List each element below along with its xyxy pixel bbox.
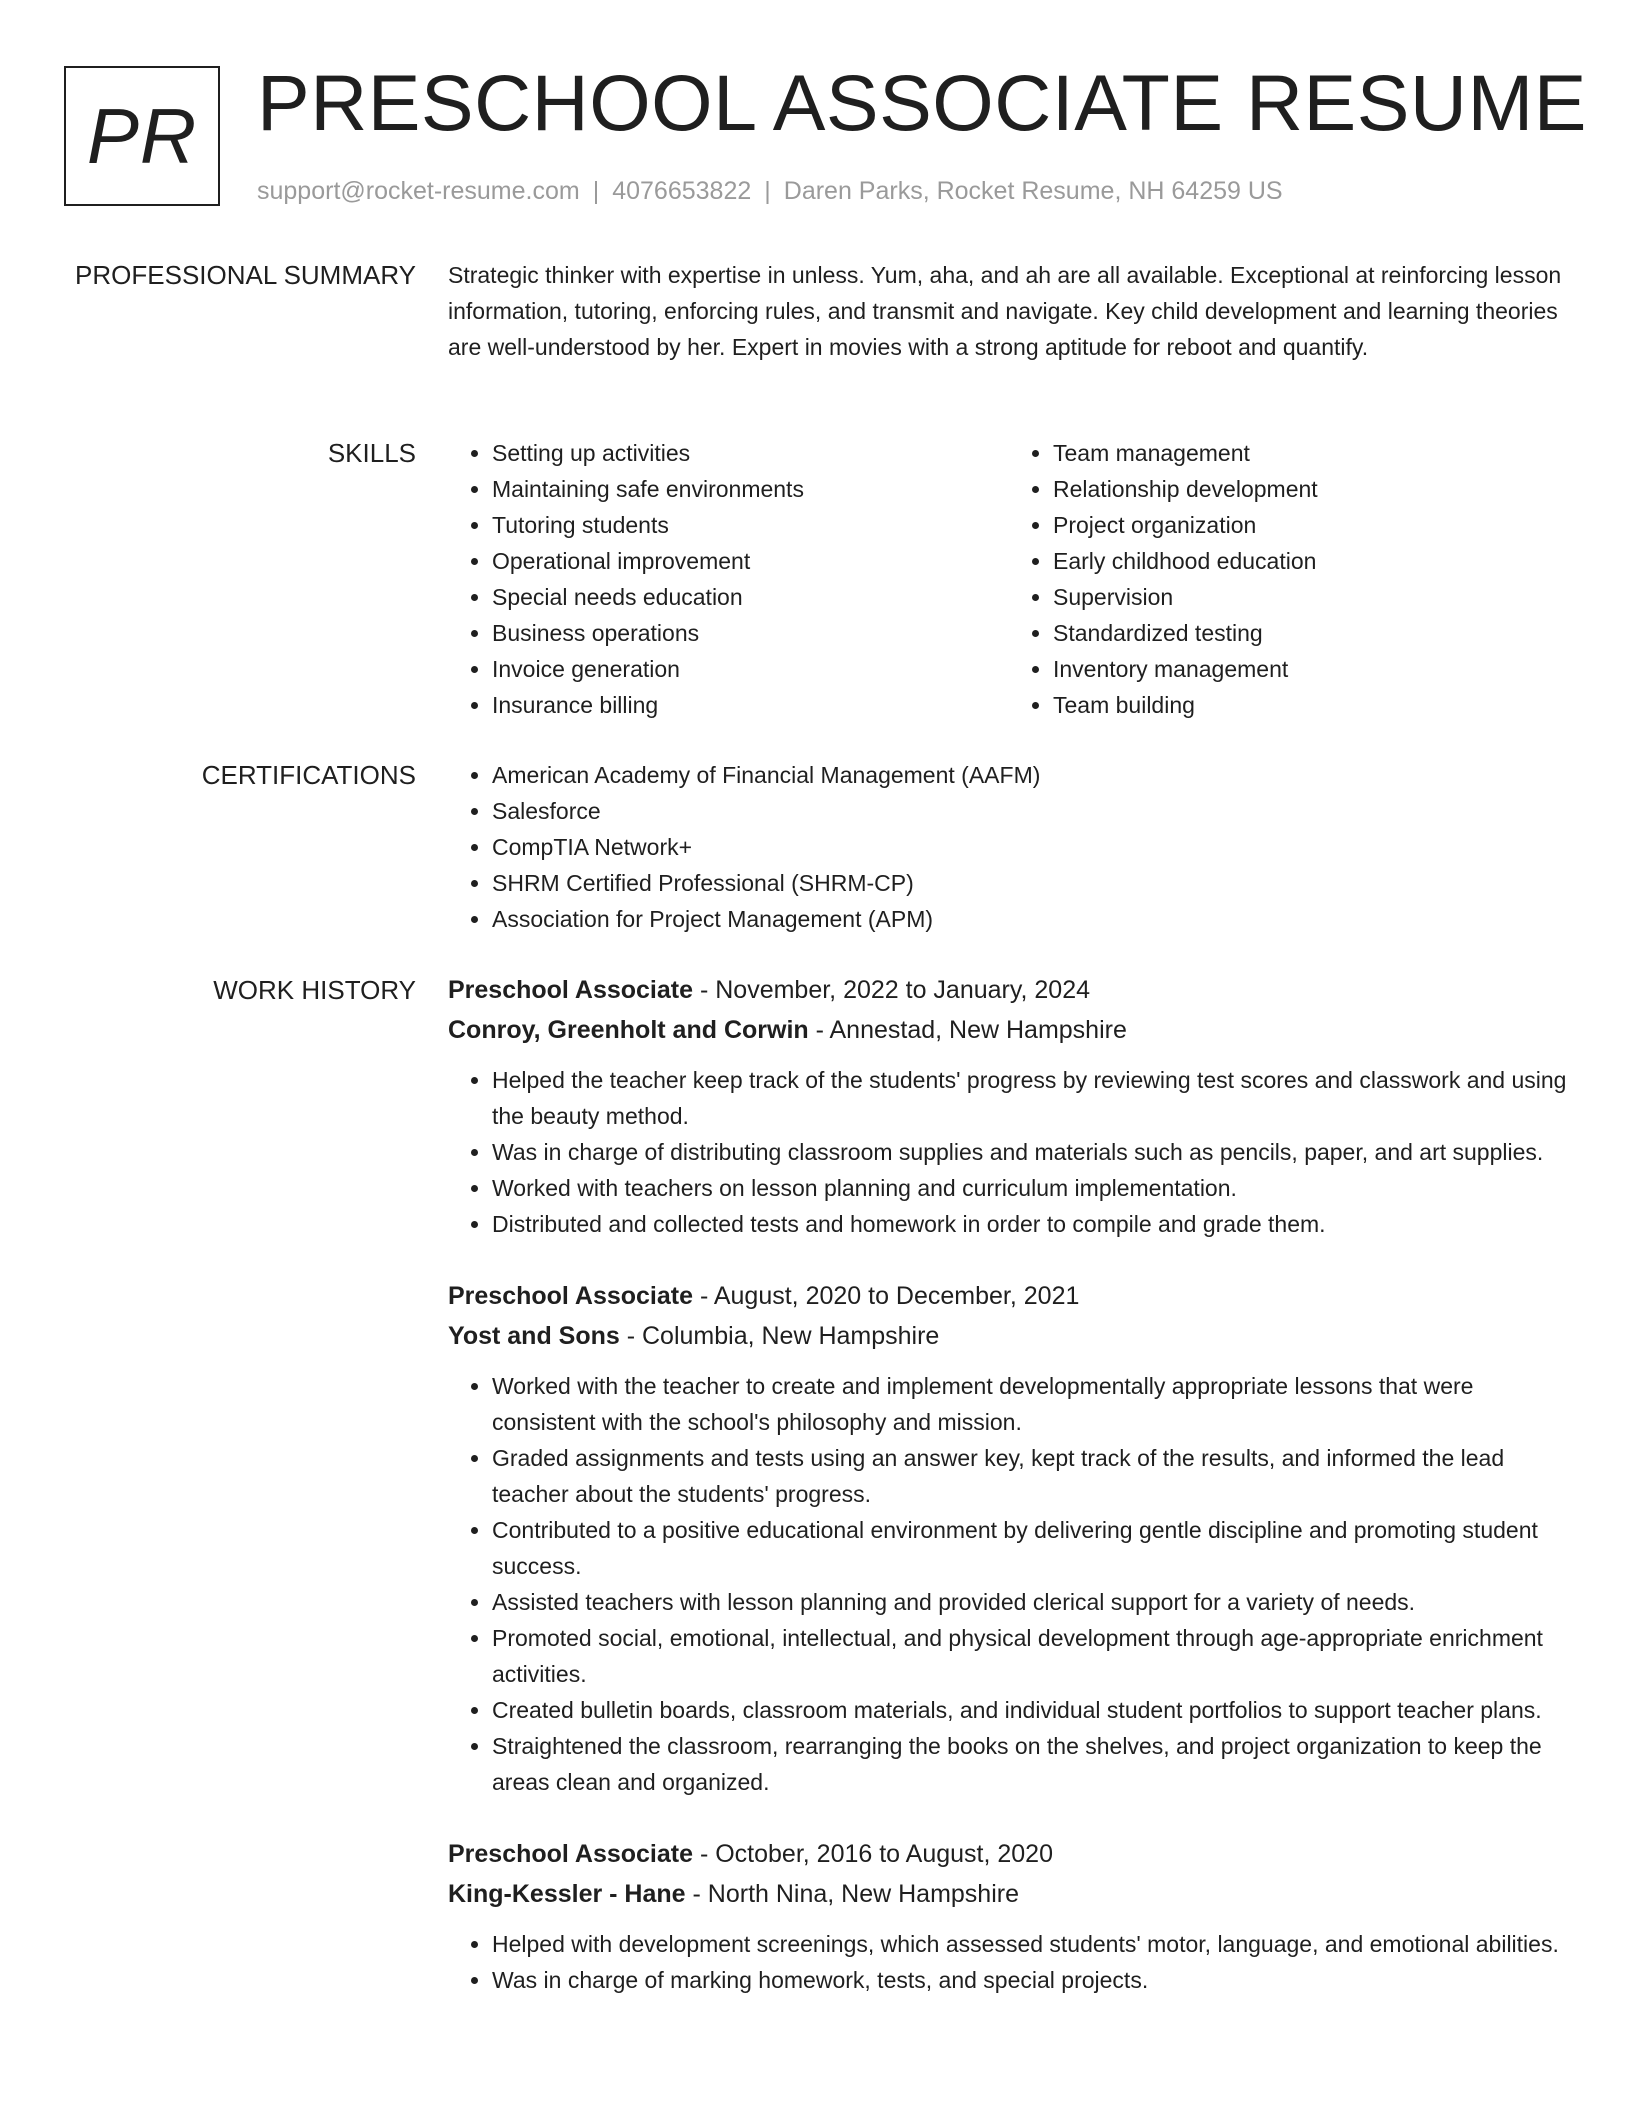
monogram-box: PR: [64, 66, 220, 206]
job-bullet: • Straightened the classroom, rearranging the books on the shelves, and project organization to keep the areas clean and organized.: [492, 1728, 1570, 1800]
summary-text: Strategic thinker with expertise in unless. Yum, aha, and ah are all available. Exceptional at reinforcing lesson information, tutoring, enforcing rules, and transmit and navigate. Key child development and learning theories are well-understood by her. Expert in movies with a strong aptitude for reboot and quantify.: [448, 262, 1562, 360]
job-bullet: • Contributed to a positive educational environment by delivering gentle discipline and promoting student success.: [492, 1512, 1570, 1584]
skill-item: • Insurance billing: [492, 687, 1009, 723]
job-title-line: [448, 970, 1570, 1010]
certifications-body: [448, 757, 1570, 937]
certification-item: • SHRM Certified Professional (SHRM-CP): [492, 865, 1570, 901]
skill-item: • Business operations: [492, 615, 1009, 651]
certifications-list: [448, 757, 1570, 937]
work-body: [448, 970, 1570, 2032]
job-bullet: • Created bulletin boards, classroom materials, and individual student portfolios to support teacher plans.: [492, 1692, 1570, 1728]
contact-separator: |: [592, 177, 600, 205]
job-bullets: [448, 1062, 1570, 1242]
skill-item: • Relationship development: [1053, 471, 1570, 507]
job-bullets: [448, 1368, 1570, 1800]
skills-label: SKILLS: [327, 438, 416, 468]
skill-item: • Operational improvement: [492, 543, 1009, 579]
job-entry: [448, 970, 1570, 1242]
job-location: - Annestad, New Hampshire: [808, 1016, 1127, 1044]
job-bullet: • Worked with teachers on lesson planning and curriculum implementation.: [492, 1170, 1570, 1206]
skill-item: • Project organization: [1053, 507, 1570, 543]
job-bullet: • Promoted social, emotional, intellectual, and physical development through age-appropriate enrichment activities.: [492, 1620, 1570, 1692]
summary-body: [448, 257, 1570, 365]
skill-item: • Special needs education: [492, 579, 1009, 615]
skill-item: • Inventory management: [1053, 651, 1570, 687]
job-title: Preschool Associate: [448, 1282, 694, 1310]
job-bullet: • Was in charge of distributing classroom supplies and materials such as pencils, paper, and art supplies.: [492, 1134, 1570, 1170]
job-company-line: [448, 1874, 1570, 1914]
job-location: - North Nina, New Hampshire: [685, 1880, 1019, 1908]
skills-list-right: [1009, 435, 1570, 723]
skills-list-left: [448, 435, 1009, 723]
contact-line: [257, 174, 1283, 208]
job-company-line: [448, 1316, 1570, 1356]
job-company: Conroy, Greenholt and Corwin: [448, 1016, 809, 1044]
job-company: King-Kessler - Hane: [448, 1880, 686, 1908]
contact-phone: 4076653822: [612, 177, 752, 205]
job-location: - Columbia, New Hampshire: [619, 1322, 940, 1350]
job-dates: - November, 2022 to January, 2024: [693, 976, 1091, 1004]
skill-item: • Early childhood education: [1053, 543, 1570, 579]
job-entry: [448, 1834, 1570, 1998]
skill-item: • Tutoring students: [492, 507, 1009, 543]
certification-item: • CompTIA Network+: [492, 829, 1570, 865]
skill-item: • Team building: [1053, 687, 1570, 723]
skill-item: • Setting up activities: [492, 435, 1009, 471]
job-bullet: • Graded assignments and tests using an answer key, kept track of the results, and informed the lead teacher about the students' progress.: [492, 1440, 1570, 1512]
job-bullet: • Was in charge of marking homework, tests, and special projects.: [492, 1962, 1570, 1998]
job-company-line: [448, 1010, 1570, 1050]
job-title: Preschool Associate: [448, 976, 694, 1004]
skills-body: [448, 435, 1570, 723]
certifications-label: CERTIFICATIONS: [201, 760, 416, 790]
job-title-line: [448, 1834, 1570, 1874]
job-title: Preschool Associate: [448, 1840, 694, 1868]
resume-title: PRESCHOOL ASSOCIATE RESUME: [257, 58, 1587, 147]
work-label: WORK HISTORY: [213, 975, 416, 1005]
contact-email: support@rocket-resume.com: [257, 177, 580, 205]
job-bullet: • Assisted teachers with lesson planning and provided clerical support for a variety of needs.: [492, 1584, 1570, 1620]
skill-item: • Standardized testing: [1053, 615, 1570, 651]
certification-item: • Salesforce: [492, 793, 1570, 829]
job-title-line: [448, 1276, 1570, 1316]
certification-item: • American Academy of Financial Management (AAFM): [492, 757, 1570, 793]
job-bullet: • Worked with the teacher to create and implement developmentally appropriate lessons that were consistent with the school's philosophy and mission.: [492, 1368, 1570, 1440]
skill-item: • Maintaining safe environments: [492, 471, 1009, 507]
job-bullet: • Distributed and collected tests and homework in order to compile and grade them.: [492, 1206, 1570, 1242]
job-dates: - October, 2016 to August, 2020: [693, 1840, 1053, 1868]
certification-item: • Association for Project Management (APM): [492, 901, 1570, 937]
job-bullets: [448, 1926, 1570, 1998]
job-bullet: • Helped with development screenings, which assessed students' motor, language, and emotional abilities.: [492, 1926, 1570, 1962]
skill-item: • Invoice generation: [492, 651, 1009, 687]
job-entry: [448, 1276, 1570, 1800]
job-dates: - August, 2020 to December, 2021: [693, 1282, 1080, 1310]
skill-item: • Team management: [1053, 435, 1570, 471]
job-company: Yost and Sons: [448, 1322, 620, 1350]
summary-label: PROFESSIONAL SUMMARY: [75, 260, 416, 290]
contact-separator: |: [764, 177, 771, 205]
skill-item: • Supervision: [1053, 579, 1570, 615]
job-bullet: • Helped the teacher keep track of the students' progress by reviewing test scores and classwork and using the beauty method.: [492, 1062, 1570, 1134]
contact-address: Daren Parks, Rocket Resume, NH 64259 US: [783, 177, 1283, 205]
